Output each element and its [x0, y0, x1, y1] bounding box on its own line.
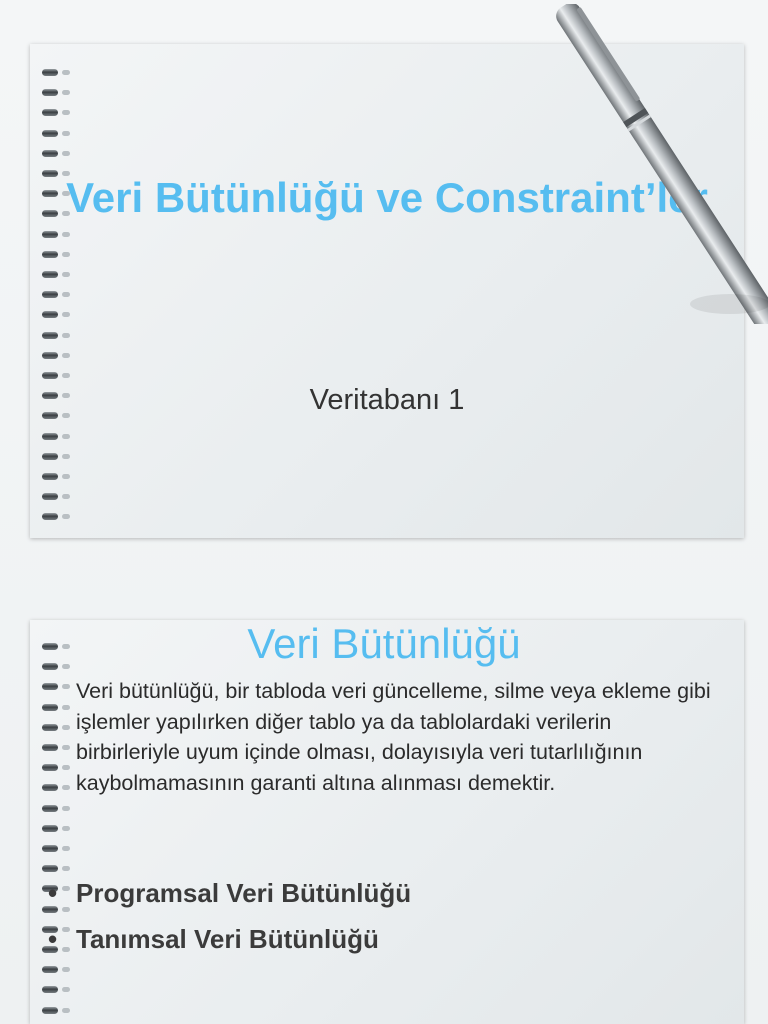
coil-ring: [42, 724, 58, 731]
spiral-coil: [42, 512, 76, 521]
spiral-coil: [42, 371, 76, 380]
body-paragraph: Veri bütünlüğü, bir tabloda veri güncelleme, silme veya ekleme gibi işlemler yapılırken diğer tablo ya da tablolardaki verilerin birbirleriyle uyum içinde olması, dolayısıyla veri tutarlılığının kaybolmamasının garanti altına alınması demektir.: [76, 679, 711, 795]
coil-ring: [42, 764, 58, 771]
coil-ring: [42, 805, 58, 812]
coil-hole: [62, 292, 70, 297]
coil-hole: [62, 514, 70, 519]
coil-ring: [42, 332, 58, 339]
coil-ring: [42, 271, 58, 278]
coil-hole: [62, 131, 70, 136]
bullet-text: Tanımsal Veri Bütünlüğü: [76, 924, 379, 954]
spiral-coil: [42, 432, 76, 441]
coil-ring: [42, 231, 58, 238]
pen-icon: [540, 4, 768, 324]
coil-hole: [62, 90, 70, 95]
coil-ring: [42, 845, 58, 852]
coil-ring: [42, 311, 58, 318]
spiral-coil: [42, 844, 76, 853]
coil-hole: [62, 725, 70, 730]
spiral-coil: [42, 472, 76, 481]
coil-ring: [42, 1007, 58, 1014]
coil-ring: [42, 89, 58, 96]
coil-ring: [42, 704, 58, 711]
coil-hole: [62, 745, 70, 750]
spiral-coil: [42, 824, 76, 833]
bullet-marker: •: [48, 924, 58, 954]
spiral-coil: [42, 68, 76, 77]
spiral-coil: [42, 452, 76, 461]
coil-ring: [42, 966, 58, 973]
coil-hole: [62, 494, 70, 499]
coil-ring: [42, 433, 58, 440]
spiral-coil: [42, 331, 76, 340]
slide-title: Veri Bütünlüğü: [247, 620, 521, 667]
coil-hole: [62, 434, 70, 439]
coil-hole: [62, 987, 70, 992]
spiral-coil: [42, 492, 76, 501]
bullet-marker: •: [48, 878, 58, 908]
spiral-coil: [42, 743, 76, 752]
spiral-coil: [42, 129, 76, 138]
coil-ring: [42, 986, 58, 993]
spiral-coil: [42, 723, 76, 732]
bullet-list: [48, 870, 411, 962]
bullet-item: [48, 916, 411, 962]
coil-hole: [62, 454, 70, 459]
coil-hole: [62, 272, 70, 277]
coil-hole: [62, 967, 70, 972]
spiral-coil: [42, 230, 76, 239]
coil-hole: [62, 232, 70, 237]
coil-hole: [62, 252, 70, 257]
spiral-coil: [42, 985, 76, 994]
spiral-coil: [42, 310, 76, 319]
coil-ring: [42, 372, 58, 379]
coil-hole: [62, 151, 70, 156]
spiral-coil: [42, 703, 76, 712]
coil-hole: [62, 765, 70, 770]
coil-hole: [62, 1008, 70, 1013]
coil-hole: [62, 826, 70, 831]
bullet-item: [48, 870, 411, 916]
coil-hole: [62, 684, 70, 689]
coil-ring: [42, 744, 58, 751]
spiral-coil: [42, 351, 76, 360]
bullet-text: Programsal Veri Bütünlüğü: [76, 878, 412, 908]
coil-ring: [42, 150, 58, 157]
coil-ring: [42, 69, 58, 76]
coil-hole: [62, 110, 70, 115]
slide-title: Veri Bütünlüğü ve Constraint’ler: [66, 174, 708, 221]
spiral-coil: [42, 682, 76, 691]
coil-hole: [62, 846, 70, 851]
coil-hole: [62, 806, 70, 811]
slide-subtitle: Veritabanı 1: [309, 384, 465, 416]
coil-ring: [42, 683, 58, 690]
coil-hole: [62, 70, 70, 75]
coil-ring: [42, 453, 58, 460]
coil-ring: [42, 291, 58, 298]
spiral-coil: [42, 290, 76, 299]
content-slide: [30, 620, 744, 1024]
spiral-coil: [42, 250, 76, 259]
coil-ring: [42, 251, 58, 258]
spiral-coil: [42, 965, 76, 974]
coil-hole: [62, 333, 70, 338]
coil-hole: [62, 785, 70, 790]
spiral-coil: [42, 783, 76, 792]
coil-hole: [62, 373, 70, 378]
spiral-coil: [42, 88, 76, 97]
coil-hole: [62, 312, 70, 317]
coil-ring: [42, 493, 58, 500]
coil-ring: [42, 352, 58, 359]
coil-ring: [42, 784, 58, 791]
spiral-coil: [42, 1006, 76, 1015]
coil-ring: [42, 109, 58, 116]
spiral-coil: [42, 149, 76, 158]
spiral-coil: [42, 804, 76, 813]
spiral-coil: [42, 763, 76, 772]
spiral-coil: [42, 270, 76, 279]
coil-ring: [42, 825, 58, 832]
coil-hole: [62, 705, 70, 710]
coil-ring: [42, 473, 58, 480]
coil-ring: [42, 130, 58, 137]
coil-hole: [62, 474, 70, 479]
spiral-coil: [42, 108, 76, 117]
coil-hole: [62, 353, 70, 358]
coil-ring: [42, 513, 58, 520]
